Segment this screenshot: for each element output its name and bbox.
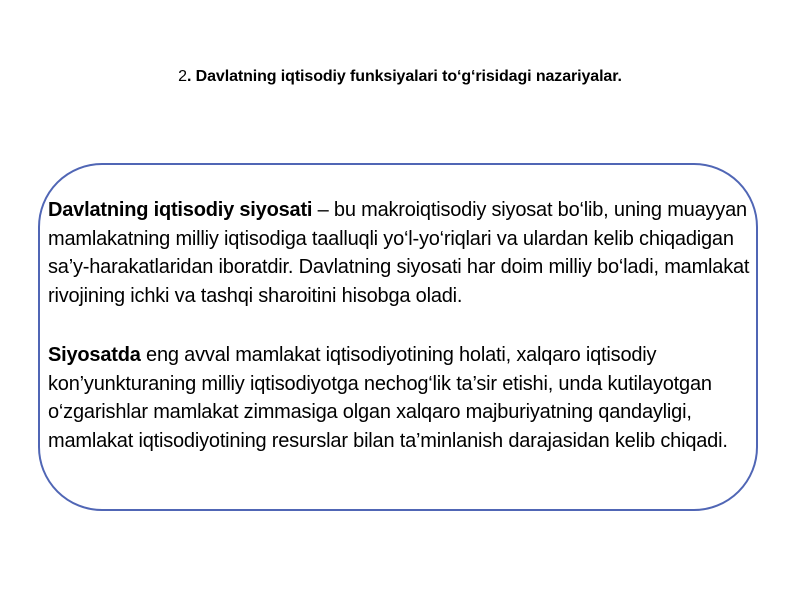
paragraph-economic-policy-text: – bu makroiqtisodiy siyosat bo‘lib, uning muayyan mamlakatning milliy iqtisodiga taalluqli yo‘l-yo‘riqlari va ulardan kelib chiqadigan sa’y-harakatlaridan iboratdir. Davlatning siyosati har doim milliy bo‘ladi, mamlakat rivojining ichki va tashqi sharoitini hisobga oladi. [48,199,750,307]
term-economic-policy: Davlatning iqtisodiy siyosati [48,199,313,221]
term-policy: Siyosatda [48,344,141,366]
paragraph-policy-basis [48,341,760,455]
title-text: . Davlatning iqtisodiy funksiyalari to‘g‘risidagi nazariyalar. [186,68,622,85]
slide-title [0,66,800,88]
paragraph-economic-policy [48,196,760,310]
title-number: 2 [178,68,187,85]
paragraph-policy-basis-text: eng avval mamlakat iqtisodiyotining holati, xalqaro iqtisodiy kon’yunkturaning milliy iqtisodiyotga nechog‘lik ta’sir etishi, unda kutilayotgan o‘zgarishlar mamlakat zimmasiga olgan xalqaro majburiyatning qandayligi, mamlakat iqtisodiyotining resurslar bilan ta’minlanish darajasidan kelib chiqadi. [48,344,728,452]
